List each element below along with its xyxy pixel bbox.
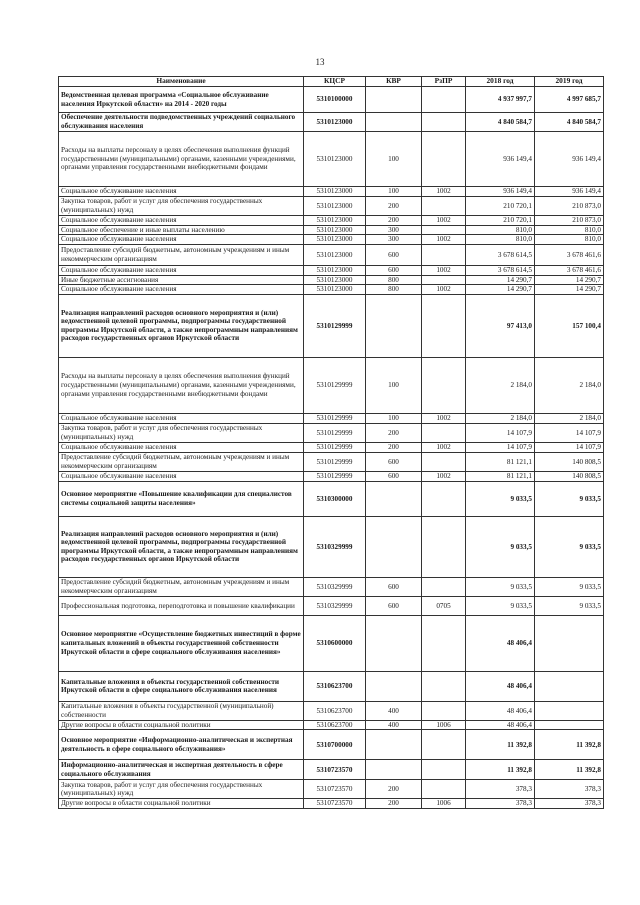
cell-2019: 140 808,5 [535,471,604,481]
cell-kcsr: 5310123000 [304,244,366,265]
cell-2018: 2 184,0 [466,357,535,413]
cell-kvr: 200 [366,780,422,799]
cell-rzpr: 1002 [422,265,466,275]
table-row [59,216,604,226]
cell-kcsr: 5310129999 [304,357,366,413]
table-row [59,471,604,481]
cell-name: Социальное обслуживание населения [59,285,304,295]
table-row [59,244,604,265]
cell-rzpr [422,481,466,516]
cell-kcsr: 5310723570 [304,760,366,780]
cell-kvr: 600 [366,244,422,265]
cell-2018: 2 184,0 [466,413,535,423]
cell-2019: 14 290,7 [535,285,604,295]
cell-2019: 157 100,4 [535,294,604,357]
cell-kvr: 400 [366,701,422,720]
cell-kvr: 300 [366,225,422,235]
table-row [59,87,604,113]
cell-2019 [535,671,604,701]
cell-name: Социальное обслуживание населения [59,442,304,452]
cell-kvr: 600 [366,452,422,471]
cell-2019 [535,615,604,671]
cell-name: Основное мероприятие «Повышение квалификации для специалистов системы социальной защиты населения» [59,481,304,516]
cell-2019: 14 107,9 [535,442,604,452]
cell-2018: 4 937 997,7 [466,87,535,113]
cell-2018: 936 149,4 [466,187,535,197]
cell-rzpr: 1002 [422,285,466,295]
cell-kvr: 200 [366,423,422,442]
cell-2019: 378,3 [535,799,604,809]
cell-rzpr [422,423,466,442]
table-row [59,357,604,413]
cell-2019: 4 840 584,7 [535,113,604,132]
cell-2019: 9 033,5 [535,516,604,577]
cell-rzpr [422,615,466,671]
cell-2019: 11 392,8 [535,760,604,780]
cell-name: Капитальные вложения в объекты государственной (муниципальной) собственности [59,701,304,720]
table-row [59,197,604,216]
cell-2019: 936 149,4 [535,132,604,187]
cell-name: Обеспечение деятельности подведомственных учреждений социального обслуживания населения [59,113,304,132]
cell-name: Закупка товаров, работ и услуг для обеспечения государственных (муниципальных) нужд [59,197,304,216]
header-kvr: КВР [366,77,422,87]
table-row [59,187,604,197]
cell-kcsr: 5310123000 [304,275,366,285]
cell-2018: 378,3 [466,799,535,809]
table-row [59,671,604,701]
cell-name: Профессиональная подготовка, переподготовка и повышение квалификации [59,596,304,615]
cell-kcsr: 5310623700 [304,701,366,720]
cell-kvr: 600 [366,577,422,596]
cell-kvr [366,87,422,113]
cell-kvr [366,516,422,577]
cell-kvr [366,113,422,132]
cell-kcsr: 5310129999 [304,471,366,481]
cell-rzpr [422,132,466,187]
cell-name: Социальное обеспечение и иные выплаты населению [59,225,304,235]
cell-rzpr: 1002 [422,187,466,197]
cell-2018: 378,3 [466,780,535,799]
cell-2019: 4 997 685,7 [535,87,604,113]
header-2019: 2019 год [535,77,604,87]
cell-2018: 3 678 614,5 [466,244,535,265]
cell-name: Предоставление субсидий бюджетным, автономным учреждениям и иным некоммерческим организациям [59,244,304,265]
cell-kvr [366,294,422,357]
cell-2018: 14 290,7 [466,285,535,295]
cell-kcsr: 5310123000 [304,285,366,295]
cell-2018: 9 033,5 [466,596,535,615]
cell-kvr: 600 [366,265,422,275]
cell-2019: 14 107,9 [535,423,604,442]
cell-name: Расходы на выплаты персоналу в целях обеспечения выполнения функций государственными (муниципальными) органами, казенными учреждениями, органами управления государственными внебюджетными фондами [59,357,304,413]
cell-kcsr: 5310123000 [304,197,366,216]
header-2018: 2018 год [466,77,535,87]
header-kcsr: КЦСР [304,77,366,87]
page-number: 13 [315,57,325,67]
cell-kvr [366,730,422,760]
cell-kvr: 800 [366,285,422,295]
cell-2018: 48 406,4 [466,671,535,701]
cell-2019: 140 808,5 [535,452,604,471]
cell-kcsr: 5310123000 [304,265,366,275]
cell-rzpr [422,225,466,235]
cell-rzpr [422,87,466,113]
cell-name: Предоставление субсидий бюджетным, автономным учреждениям и иным некоммерческим организациям [59,452,304,471]
cell-2019 [535,701,604,720]
cell-kvr: 100 [366,132,422,187]
cell-2018: 11 392,8 [466,730,535,760]
table-row [59,596,604,615]
cell-rzpr [422,275,466,285]
cell-kvr: 300 [366,235,422,245]
cell-kcsr: 5310123000 [304,225,366,235]
cell-kcsr: 5310123000 [304,113,366,132]
cell-rzpr: 1002 [422,471,466,481]
cell-rzpr: 1002 [422,235,466,245]
cell-kvr: 600 [366,471,422,481]
cell-rzpr: 1006 [422,720,466,730]
table-row [59,265,604,275]
cell-2019: 9 033,5 [535,481,604,516]
header-name: Наименование [59,77,304,87]
cell-name: Капитальные вложения в объекты государственной собственности Иркутской области в сфере социального обслуживания населения [59,671,304,701]
cell-rzpr [422,244,466,265]
cell-2018: 48 406,4 [466,701,535,720]
cell-kvr: 200 [366,442,422,452]
cell-kvr [366,615,422,671]
cell-2018: 3 678 614,5 [466,265,535,275]
cell-2019: 210 873,0 [535,216,604,226]
cell-rzpr: 0705 [422,596,466,615]
cell-2018: 9 033,5 [466,577,535,596]
table-row [59,285,604,295]
cell-2019 [535,720,604,730]
table-row [59,413,604,423]
cell-kcsr: 5310300000 [304,481,366,516]
cell-rzpr: 1006 [422,799,466,809]
table-row [59,235,604,245]
cell-rzpr [422,780,466,799]
cell-kcsr: 5310129999 [304,413,366,423]
cell-kvr [366,760,422,780]
cell-kvr: 100 [366,357,422,413]
cell-2018: 97 413,0 [466,294,535,357]
cell-2018: 210 720,1 [466,216,535,226]
cell-name: Социальное обслуживание населения [59,471,304,481]
cell-2019: 11 392,8 [535,730,604,760]
cell-2019: 810,0 [535,225,604,235]
table-header-row [59,77,604,87]
cell-name: Расходы на выплаты персоналу в целях обеспечения выполнения функций государственными (муниципальными) органами, казенными учреждениями, органами управления государственными внебюджетными фондами [59,132,304,187]
cell-name: Реализация направлений расходов основного мероприятия и (или) ведомственной целевой программы, подпрограммы государственной программы Иркутской области, а также непрограммным направлениям расходов государственных органов Иркутской области [59,294,304,357]
cell-2018: 81 121,1 [466,471,535,481]
table-row [59,423,604,442]
cell-2018: 9 033,5 [466,516,535,577]
cell-2019: 936 149,4 [535,187,604,197]
cell-kvr: 100 [366,187,422,197]
table-row [59,615,604,671]
cell-kvr: 600 [366,596,422,615]
cell-kcsr: 5310723570 [304,780,366,799]
table-row [59,275,604,285]
cell-kvr: 200 [366,197,422,216]
cell-kcsr: 5310329999 [304,577,366,596]
cell-2018: 14 290,7 [466,275,535,285]
table-row [59,132,604,187]
cell-kcsr: 5310129999 [304,442,366,452]
cell-kcsr: 5310123000 [304,187,366,197]
cell-rzpr [422,452,466,471]
cell-rzpr [422,577,466,596]
cell-kcsr: 5310700000 [304,730,366,760]
cell-name: Закупка товаров, работ и услуг для обеспечения государственных (муниципальных) нужд [59,780,304,799]
cell-kvr [366,671,422,701]
table-row [59,760,604,780]
cell-rzpr [422,113,466,132]
cell-2018: 48 406,4 [466,615,535,671]
cell-2019: 3 678 461,6 [535,265,604,275]
table-row [59,225,604,235]
table-row [59,481,604,516]
table-row [59,701,604,720]
budget-table [58,76,604,809]
cell-2019: 378,3 [535,780,604,799]
cell-name: Предоставление субсидий бюджетным, автономным учреждениям и иным некоммерческим организациям [59,577,304,596]
cell-kcsr: 5310123000 [304,235,366,245]
cell-name: Иные бюджетные ассигнования [59,275,304,285]
cell-name: Социальное обслуживание населения [59,216,304,226]
cell-2018: 810,0 [466,225,535,235]
cell-2018: 936 149,4 [466,132,535,187]
table-row [59,442,604,452]
cell-kvr: 400 [366,720,422,730]
cell-2018: 14 107,9 [466,423,535,442]
cell-kvr: 200 [366,216,422,226]
cell-rzpr [422,197,466,216]
cell-rzpr [422,294,466,357]
cell-2019: 210 873,0 [535,197,604,216]
cell-kcsr: 5310723570 [304,799,366,809]
cell-rzpr [422,730,466,760]
cell-kcsr: 5310623700 [304,671,366,701]
cell-kcsr: 5310123000 [304,216,366,226]
cell-rzpr [422,357,466,413]
cell-name: Социальное обслуживание населения [59,413,304,423]
cell-kvr: 100 [366,413,422,423]
cell-kcsr: 5310123000 [304,132,366,187]
table-row [59,577,604,596]
cell-kvr: 200 [366,799,422,809]
cell-kcsr: 5310129999 [304,294,366,357]
cell-kcsr: 5310329999 [304,516,366,577]
cell-rzpr [422,701,466,720]
table-row [59,799,604,809]
cell-kvr [366,481,422,516]
header-rzpr: РзПР [422,77,466,87]
cell-2018: 210 720,1 [466,197,535,216]
cell-kcsr: 5310100000 [304,87,366,113]
cell-kcsr: 5310329999 [304,596,366,615]
cell-rzpr: 1002 [422,413,466,423]
cell-2019: 810,0 [535,235,604,245]
table-row [59,516,604,577]
cell-kcsr: 5310600000 [304,615,366,671]
cell-name: Основное мероприятие «Информационно-аналитическая и экспертная деятельность в сфере социального обслуживания» [59,730,304,760]
table-row [59,113,604,132]
table-row [59,730,604,760]
cell-2019: 9 033,5 [535,577,604,596]
cell-2019: 3 678 461,6 [535,244,604,265]
cell-name: Реализация направлений расходов основного мероприятия и (или) ведомственной целевой программы, подпрограммы государственной программы Иркутской области, а также непрограммным направлениям расходов государственных органов Иркутской области [59,516,304,577]
cell-name: Закупка товаров, работ и услуг для обеспечения государственных (муниципальных) нужд [59,423,304,442]
cell-rzpr [422,760,466,780]
cell-rzpr [422,516,466,577]
cell-2019: 14 290,7 [535,275,604,285]
cell-2018: 4 840 584,7 [466,113,535,132]
cell-2019: 2 184,0 [535,413,604,423]
cell-2018: 9 033,5 [466,481,535,516]
cell-kcsr: 5310129999 [304,452,366,471]
cell-2018: 48 406,4 [466,720,535,730]
cell-name: Информационно-аналитическая и экспертная деятельность в сфере социального обслуживания [59,760,304,780]
table-body [59,87,604,809]
cell-name: Основное мероприятие «Осуществление бюджетных инвестиций в форме капитальных вложений в объекты государственной собственности Иркутской области в сфере социального обслуживания населения» [59,615,304,671]
cell-kvr: 800 [366,275,422,285]
cell-name: Социальное обслуживание населения [59,235,304,245]
cell-kcsr: 5310129999 [304,423,366,442]
cell-name: Социальное обслуживание населения [59,187,304,197]
cell-2018: 810,0 [466,235,535,245]
cell-2018: 81 121,1 [466,452,535,471]
cell-2019: 2 184,0 [535,357,604,413]
cell-2018: 14 107,9 [466,442,535,452]
cell-name: Другие вопросы в области социальной политики [59,720,304,730]
cell-rzpr: 1002 [422,442,466,452]
cell-rzpr [422,671,466,701]
cell-2018: 11 392,8 [466,760,535,780]
table-row [59,720,604,730]
table-row [59,452,604,471]
cell-name: Другие вопросы в области социальной политики [59,799,304,809]
cell-name: Социальное обслуживание населения [59,265,304,275]
table-row [59,780,604,799]
cell-name: Ведомственная целевая программа «Социальное обслуживание населения Иркутской области» на 2014 - 2020 годы [59,87,304,113]
table-row [59,294,604,357]
cell-kcsr: 5310623700 [304,720,366,730]
cell-2019: 9 033,5 [535,596,604,615]
cell-rzpr: 1002 [422,216,466,226]
